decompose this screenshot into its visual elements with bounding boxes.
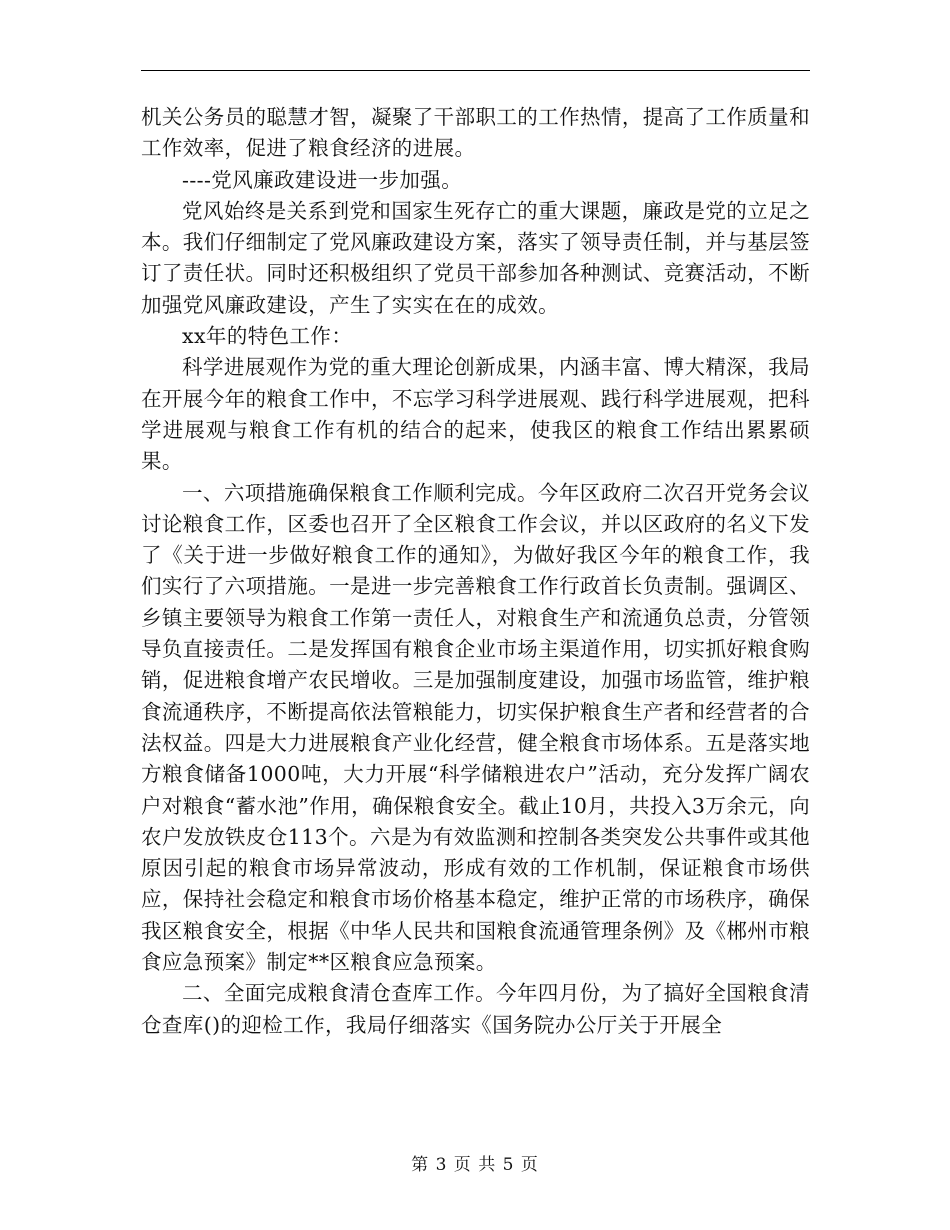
paragraph-special-work-heading: xx年的特色工作： (182, 324, 353, 349)
paragraph-continuation: 机关公务员的聪慧才智，凝聚了干部职工的工作热情，提高了工作质量和工作效率，促进了粮食经济的进展。 (141, 105, 810, 161)
paragraph-party-style: 党风始终是关系到党和国家生死存亡的重大课题，廉政是党的立足之本。我们仔细制定了党风廉政建设方案，落实了领导责任制，并与基层签订了责任状。同时还积极组织了党员干部参加各种测试、竞赛活动，不断加强党风廉政建设，产生了实实在在的成效。 (141, 198, 810, 317)
paragraph-section-heading-party-style: ----党风廉政建设进一步加强。 (182, 167, 463, 192)
paragraph-scientific-development: 科学进展观作为党的重大理论创新成果，内涵丰富、博大精深，我局在开展今年的粮食工作中，不忘学习科学进展观、践行科学进展观，把科学进展观与粮食工作有机的结合的起来，使我区的粮食工作结出累累硕果。 (141, 355, 810, 474)
paragraph-six-measures: 一、六项措施确保粮食工作顺利完成。今年区政府二次召开党务会议讨论粮食工作，区委也召开了全区粮食工作会议，并以区政府的名义下发了《关于进一步做好粮食工作的通知》，为做好我区今年的粮食工作，我们实行了六项措施。一是进一步完善粮食工作行政首长负责制。强调区、乡镇主要领导为粮食工作第一责任人，对粮食生产和流通负总责，分管领导负直接责任。二是发挥国有粮食企业市场主渠道作用，切实抓好粮食购销，促进粮食增产农民增收。三是加强制度建设，加强市场监管，维护粮食流通秩序，不断提高依法管粮能力，切实保护粮食生产者和经营者的合法权益。四是大力进展粮食产业化经营，健全粮食市场体系。五是落实地方粮食储备1000吨，大力开展“科学储粮进农户”活动，充分发挥广阔农户对粮食“蓄水池”作用，确保粮食安全。截止10月，共投入3万余元，向农户发放铁皮仓113个。六是为有效监测和控制各类突发公共事件或其他原因引起的粮食市场异常波动，形成有效的工作机制，保证粮食市场供应，保持社会稳定和粮食市场价格基本稳定，维护正常的市场秩序，确保我区粮食安全，根据《中华人民共和国粮食流通管理条例》及《郴州市粮食应急预案》制定**区粮食应急预案。 (141, 480, 810, 975)
page-number-footer: 第 3 页 共 5 页 (411, 1155, 539, 1175)
document-body (141, 102, 810, 1041)
header-rule (141, 70, 810, 71)
paragraph-warehouse-inspection: 二、全面完成粮食清仓查库工作。今年四月份，为了搞好全国粮食清仓查库()的迎检工作，我局仔细落实《国务院办公厅关于开展全 (141, 981, 810, 1037)
